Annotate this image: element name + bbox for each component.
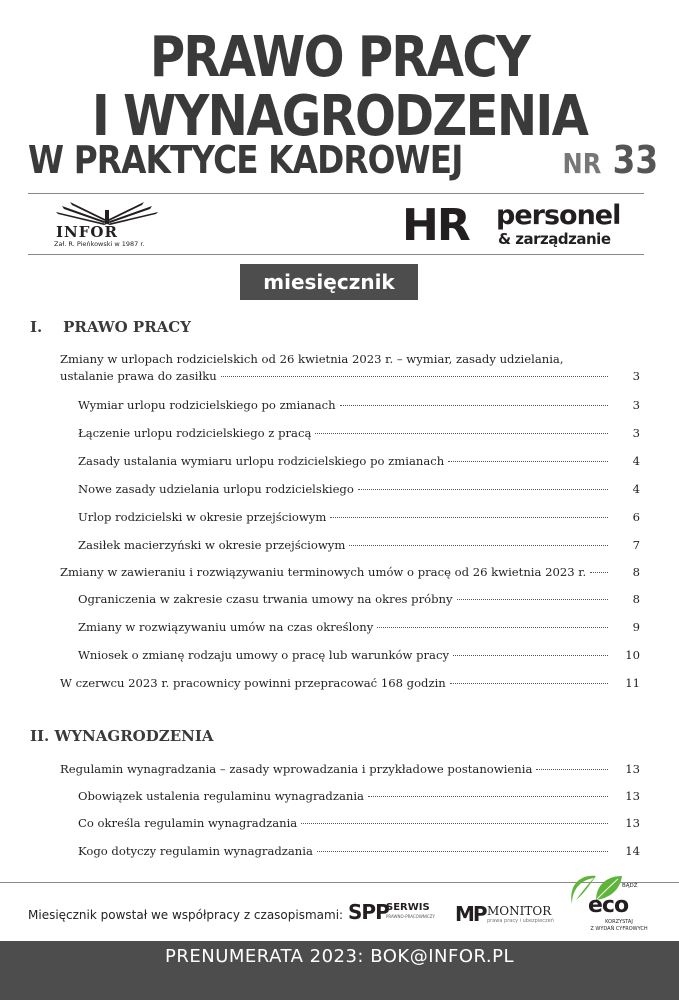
toc-entry-title: ustalanie prawa do zasiłku [60,369,217,383]
toc-entry[interactable] [60,565,640,579]
spp-logo-name: SERWIS [386,902,430,913]
toc-entry-line: Zmiany w urlopach rodzicielskich od 26 kwietnia 2023 r. – wymiar, zasady udzielania, [60,352,564,366]
toc-entry-title: Zmiany w zawieraniu i rozwiązywaniu terminowych umów o pracę od 26 kwietnia 2023 r. [60,565,587,579]
eco-logo-word: eco [588,893,629,918]
toc-entry-title: Zmiany w rozwiązywaniu umów na czas określony [78,620,374,634]
top-divider [28,193,644,194]
logo-divider [28,254,644,255]
toc-entry[interactable] [78,789,640,803]
mp-logo-mark: MP [455,902,486,926]
leader-dots [340,405,608,406]
toc-page-number: 3 [632,398,640,412]
toc-entry[interactable] [78,482,640,496]
issue-prefix: NR [562,147,602,180]
cooperation-text: Miesięcznik powstał we współpracy z czasopismami: [28,908,344,922]
toc-page-number: 8 [632,592,640,606]
hr-logo-zarzadzanie: & zarządzanie [498,230,611,248]
toc-page-number: 7 [632,538,640,552]
leader-dots [221,376,608,377]
leader-dots [315,433,608,434]
toc-entry[interactable] [60,762,640,776]
leader-dots [453,655,608,656]
toc-entry[interactable] [78,510,640,524]
section-number: I. [30,318,43,336]
leader-dots [358,489,608,490]
leader-dots [448,461,608,462]
mp-logo-name: MONITOR [487,904,552,918]
leader-dots [450,683,608,684]
section-heading [30,727,214,745]
section-title: WYNAGRODZENIA [54,727,214,745]
toc-entry-title: Urlop rodzicielski w okresie przejściowym [78,510,327,524]
toc-page-number: 4 [632,482,640,496]
masthead [0,25,679,149]
section-heading [30,318,191,336]
toc-page-number: 8 [632,565,640,579]
toc-entry-title: Nowe zasady udzielania urlopu rodzicielskiego [78,482,354,496]
leader-dots [349,545,608,546]
mp-logo-tagline: prawa pracy i ubezpieczeń [487,918,554,924]
toc-page-number: 13 [625,789,640,803]
leader-dots [590,572,608,573]
toc-page-number: 14 [625,844,640,858]
title-line-3: W PRAKTYCE KADROWEJ [28,138,463,182]
toc-entry[interactable] [78,592,640,606]
toc-page-number: 3 [632,426,640,440]
toc-entry[interactable] [78,844,640,858]
subscription-link[interactable]: PRENUMERATA 2023: BOK@INFOR.PL [165,946,514,967]
toc-entry-title: Co określa regulamin wynagradzania [78,816,298,830]
frequency-badge: miesięcznik [240,264,418,300]
toc-page-number: 10 [625,648,640,662]
toc-entry[interactable] [78,620,640,634]
leader-dots [368,796,608,797]
title-line-2: I WYNAGRODZENIA [91,84,588,149]
toc-entry-title: Łączenie urlopu rodzicielskiego z pracą [78,426,312,440]
infor-founded: Zał. R. Pieńkowski w 1987 r. [54,240,145,248]
toc-entry-title: Regulamin wynagradzania – zasady wprowadzania i przykładowe postanowienia [60,762,533,776]
toc-page-number: 13 [625,816,640,830]
section-number: II. [30,727,50,745]
leader-dots [317,851,608,852]
section-title: PRAWO PRACY [63,318,191,336]
toc-entry[interactable] [78,454,640,468]
issue-value: 33 [612,138,658,182]
toc-page-number: 9 [632,620,640,634]
leader-dots [457,599,608,600]
leader-dots [377,627,608,628]
hr-logo-mark: HR [402,200,469,251]
toc-entry[interactable] [60,676,640,690]
spp-logo-tagline: PRAWNO-PRACOWNICZY [386,914,435,919]
toc-entry-title: Wniosek o zmianę rodzaju umowy o pracę lub warunków pracy [78,648,450,662]
leader-dots [330,517,608,518]
hr-logo-personel: personel [496,200,621,231]
toc-page-number: 3 [632,369,640,383]
toc-entry-title: Kogo dotyczy regulamin wynagradzania [78,844,313,858]
toc-entry[interactable] [78,538,640,552]
leader-dots [536,769,608,770]
eco-badge-top: BĄDŹ [622,883,638,889]
toc-page-number: 6 [632,510,640,524]
toc-entry[interactable] [78,816,640,830]
toc-entry-title: Wymiar urlopu rodzicielskiego po zmianach [78,398,336,412]
toc-entry-title: W czerwcu 2023 r. pracownicy powinni przepracować 168 godzin [60,676,446,690]
toc-entry[interactable] [78,648,640,662]
leader-dots [301,823,608,824]
toc-page-number: 13 [625,762,640,776]
toc-entry-title: Zasady ustalania wymiaru urlopu rodzicielskiego po zmianach [78,454,445,468]
toc-entry-title: Obowiązek ustalenia regulaminu wynagradzania [78,789,364,803]
spp-logo-mark: SPP [348,900,389,924]
toc-entry[interactable] [78,398,640,412]
toc-entry[interactable] [60,369,640,383]
toc-entry[interactable] [78,426,640,440]
toc-entry-title: Zasiłek macierzyński w okresie przejściowym [78,538,346,552]
toc-page-number: 11 [625,676,640,690]
eco-tagline-1: KORZYSTAJ [605,919,633,925]
toc-entry-title: Ograniczenia w zakresie czasu trwania umowy na okres próbny [78,592,453,606]
eco-tagline-2: Z WYDAŃ CYFROWYCH [590,926,648,932]
issue-number [562,136,658,188]
toc-page-number: 4 [632,454,640,468]
title-line-3-row [28,136,658,184]
infor-logo-text: INFOR [56,223,118,241]
title-line-1: PRAWO PRACY [149,25,530,90]
